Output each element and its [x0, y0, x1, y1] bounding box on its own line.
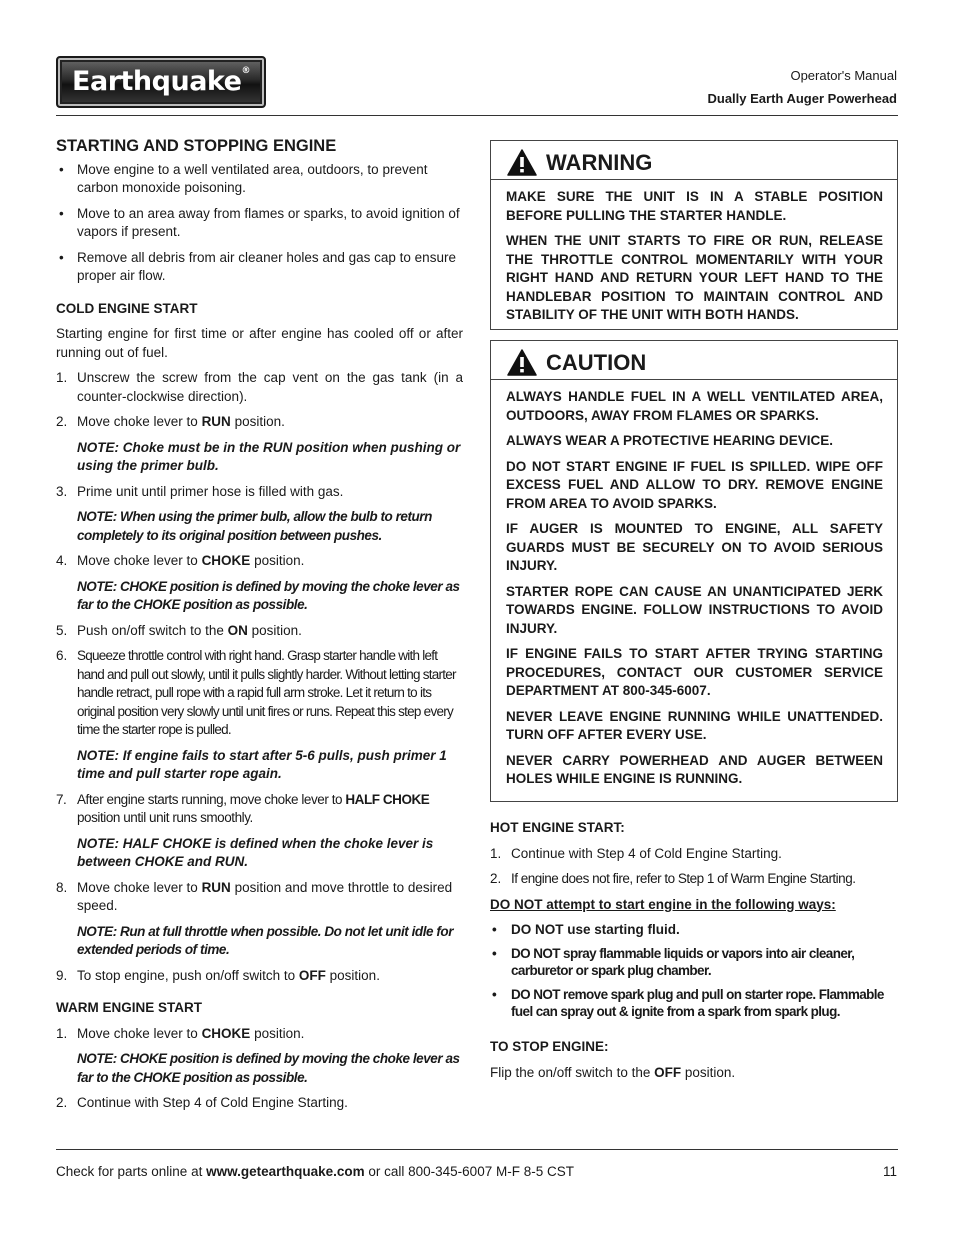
step-item: 6. Squeeze throttle control with right hand. Grasp starter handle with left hand and pull out slowly, until it pulls slightly harder. Without letting starter handle retract, pull rope with a rapid full arm stroke. Let it return to its original position very slowly until unit fires or runs. Repeat this step every time the starter rope is pulled.	[56, 648, 456, 737]
warning-header	[491, 141, 897, 180]
caution-text: STARTER ROPE CAN CAUSE AN UNANTICIPATED JERK TOWARDS ENGINE. FOLLOW INSTRUCTIONS TO AVOID INJURY.	[506, 583, 883, 636]
step-item: 7. After engine starts running, move choke lever to HALF CHOKE position until unit runs smoothly.	[56, 791, 430, 825]
manual-label: Operator's Manual	[790, 68, 897, 83]
note: NOTE: CHOKE position is defined by moving the choke lever as far to the CHOKE position as possible.	[77, 578, 460, 612]
warning-title: WARNING	[546, 150, 653, 175]
logo-text: Earthquake®	[72, 66, 250, 97]
left-column	[56, 137, 463, 1120]
caution-header	[491, 341, 897, 380]
caution-text: ALWAYS WEAR A PROTECTIVE HEARING DEVICE.	[506, 433, 834, 448]
website-link[interactable]: www.getearthquake.com	[206, 1164, 365, 1179]
hot-start-heading: HOT ENGINE START:	[490, 820, 625, 835]
caution-box	[490, 340, 898, 802]
list-item: • DO NOT use starting fluid.	[490, 921, 898, 938]
page-number: 11	[882, 1164, 897, 1179]
step-item: 3. Prime unit until primer hose is filled with gas.	[56, 483, 344, 499]
warning-triangle-icon	[507, 149, 537, 176]
list-item: • Move to an area away from flames or sparks, to avoid ignition of vapors if present.	[56, 205, 463, 242]
caution-title: CAUTION	[546, 350, 647, 375]
step-item: 9. To stop engine, push on/off switch to OFF position.	[56, 967, 380, 983]
list-item: • Remove all debris from air cleaner holes and gas cap to ensure proper air flow.	[56, 249, 463, 286]
note: NOTE: Choke must be in the RUN position when pushing or using the primer bulb.	[77, 439, 461, 473]
note: NOTE: CHOKE position is defined by moving the choke lever as far to the CHOKE position as possible.	[77, 1051, 460, 1085]
intro-bullets	[56, 161, 463, 286]
footer-text: Check for parts online at www.getearthquake.com or call 800-345-6007 M-F 8-5 CST	[56, 1164, 574, 1179]
caution-text: IF ENGINE FAILS TO START AFTER TRYING STARTING PROCEDURES, CONTACT OUR CUSTOMER SERVICE DEPARTMENT AT 800-345-6007.	[506, 646, 883, 698]
header-titles	[707, 64, 897, 110]
caution-text: DO NOT START ENGINE IF FUEL IS SPILLED. WIPE OFF EXCESS FUEL AND ALLOW TO DRY. REMOVE ENGINE FROM AREA TO AVOID SPARKS.	[506, 458, 883, 511]
caution-body	[491, 380, 897, 798]
step-item: 4. Move choke lever to CHOKE position.	[56, 553, 305, 568]
footer-rule	[56, 1149, 898, 1150]
do-not-list	[490, 921, 898, 1020]
warning-box	[490, 140, 898, 330]
step-item: 1. Move choke lever to CHOKE position.	[56, 1025, 305, 1041]
caution-text: IF AUGER IS MOUNTED TO ENGINE, ALL SAFETY GUARDS MUST BE SECURELY ON TO AVOID SERIOUS INJURY.	[506, 521, 883, 573]
stop-engine-text: Flip the on/off switch to the OFF position.	[490, 1064, 736, 1080]
cold-start-intro: Starting engine for first time or after engine has cooled off or after running out of fuel.	[56, 326, 463, 360]
note: NOTE: If engine fails to start after 5-6 pulls, push primer 1 time and pull starter rope again.	[77, 747, 447, 781]
section-title: STARTING AND STOPPING ENGINE	[56, 137, 337, 155]
product-name: Dually Earth Auger Powerhead	[707, 91, 897, 106]
step-item: 5. Push on/off switch to the ON position.	[56, 622, 302, 638]
caution-text: NEVER CARRY POWERHEAD AND AUGER BETWEEN HOLES WHILE ENGINE IS RUNNING.	[506, 752, 883, 786]
list-item: • DO NOT spray flammable liquids or vapors into air cleaner, carburetor or spark plug chamber.	[490, 945, 898, 979]
list-item: • Move engine to a well ventilated area, outdoors, to prevent carbon monoxide poisoning.	[56, 161, 463, 198]
header-rule	[56, 115, 898, 116]
note: NOTE: HALF CHOKE is defined when the choke lever is between CHOKE and RUN.	[77, 835, 434, 869]
list-item: • DO NOT remove spark plug and pull on starter rope. Flammable fuel can spray out & ignite from a spark from spark plug.	[490, 986, 898, 1020]
warning-triangle-icon	[507, 349, 537, 376]
step-item: 1. Unscrew the screw from the cap vent on the gas tank (in a counter-clockwise direction).	[56, 370, 463, 404]
step-item: 2. Continue with Step 4 of Cold Engine Starting.	[56, 1095, 348, 1110]
earthquake-logo	[56, 56, 266, 108]
note: NOTE: Run at full throttle when possible. Do not let unit idle for extended periods of time.	[77, 923, 454, 957]
warning-text: WHEN THE UNIT STARTS TO FIRE OR RUN, RELEASE THE THROTTLE CONTROL MOMENTARILY WITH YOUR RIGHT HAND AND RETURN YOUR LEFT HAND TO THE HANDLEBAR POSITION TO MAINTAIN CONTROL AND STABILITY OF THE UNIT WITH BOTH HANDS.	[506, 233, 883, 322]
warning-text: MAKE SURE THE UNIT IS IN A STABLE POSITION BEFORE PULLING THE STARTER HANDLE.	[506, 189, 883, 223]
warm-start-heading: WARM ENGINE START	[56, 1000, 202, 1015]
step-item: 1. Continue with Step 4 of Cold Engine Starting.	[490, 845, 782, 861]
cold-start-heading: COLD ENGINE START	[56, 300, 198, 316]
do-not-heading: DO NOT attempt to start engine in the following ways:	[490, 896, 836, 912]
stop-engine-heading: TO STOP ENGINE:	[490, 1039, 609, 1054]
caution-text: ALWAYS HANDLE FUEL IN A WELL VENTILATED AREA, OUTDOORS, AWAY FROM FLAMES OR SPARKS.	[506, 389, 883, 423]
warning-body	[491, 180, 897, 334]
note: NOTE: When using the primer bulb, allow the bulb to return completely to its original position between pushes.	[77, 509, 432, 543]
caution-text: NEVER LEAVE ENGINE RUNNING WHILE UNATTENDED. TURN OFF AFTER EVERY USE.	[506, 708, 883, 742]
right-column	[490, 140, 898, 1089]
step-item: 2. Move choke lever to RUN position.	[56, 414, 285, 429]
step-item: 2. If engine does not fire, refer to Step 1 of Warm Engine Starting.	[490, 871, 856, 886]
step-item: 8. Move choke lever to RUN position and move throttle to desired speed.	[56, 879, 453, 913]
